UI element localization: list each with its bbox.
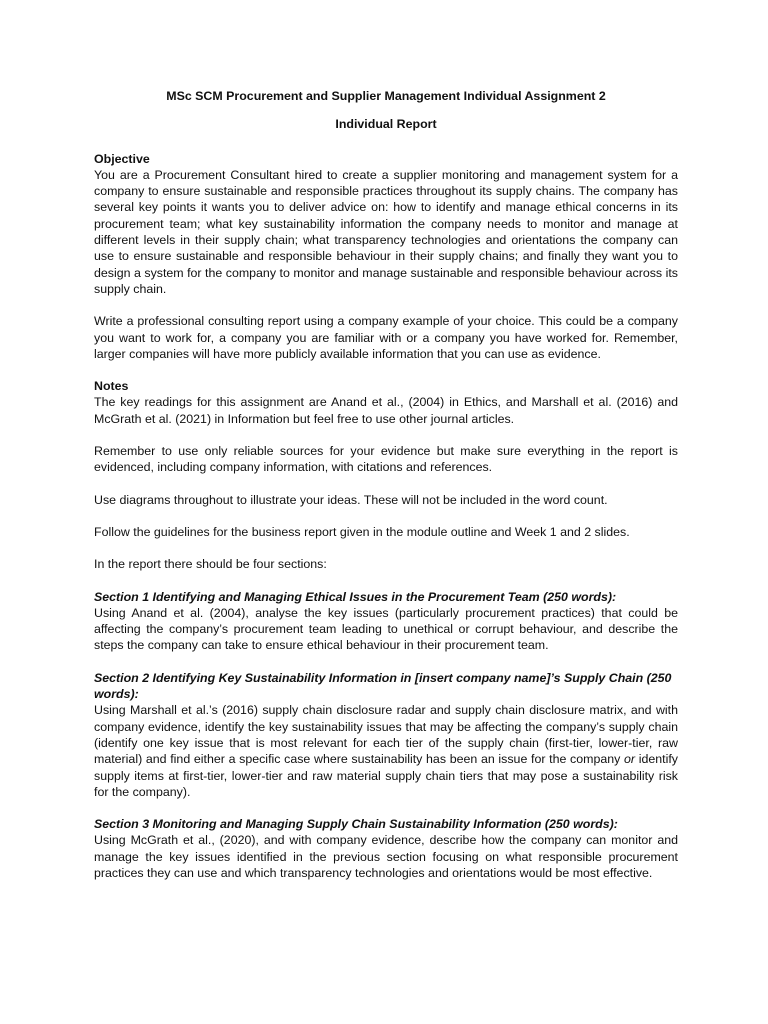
section-3 [94, 816, 678, 881]
notes-paragraph: In the report there should be four sections: [94, 557, 327, 572]
notes-heading: Notes [94, 379, 129, 394]
objective-paragraph: Write a professional consulting report using a company example of your choice. This could be a company you want to work for, a company you are familiar with or a company you have worked for. Remember, larger companies will have more publicly available information that you can use as evidence. [94, 314, 678, 361]
section-body [94, 702, 678, 800]
notes-paragraph: Follow the guidelines for the business report given in the module outline and Week 1 and 2 slides. [94, 524, 630, 539]
section-2 [94, 670, 678, 800]
section-heading: Section 3 Monitoring and Managing Supply Chain Sustainability Information (250 words): [94, 817, 618, 832]
section-body [94, 605, 678, 654]
section-body-text: identify supply items at first-tier, lower-tier and raw material supply chain tiers that may pose a sustainability risk for the company). [94, 752, 679, 799]
section-body-emphasis: or [624, 752, 636, 767]
document-page [94, 88, 678, 897]
document-subtitle: Individual Report [335, 117, 437, 132]
section-body-text: Using Anand et al. (2004), analyse the key issues (particularly procurement practices) that could be affecting the company’s procurement team leading to unethical or corrupt behaviour, and describe the steps the company can take to ensure ethical behaviour in their procurement team. [94, 605, 678, 653]
section-body [94, 832, 678, 881]
objective-paragraph: You are a Procurement Consultant hired to create a supplier monitoring and management system for a company to ensure sustainable and responsible practices throughout its supply chains. The company has several key points it wants you to deliver advice on: how to identify and manage ethical concerns in its procurement team; what key sustainability information the company needs to monitor and manage at different levels in their supply chain; what transparency technologies and orientations the company can use to ensure sustainable and responsible behaviour in their supply chains; and finally they want you to design a system for the company to monitor and manage sustainable and responsible behaviour across its supply chain. [94, 167, 678, 296]
notes-paragraph: The key readings for this assignment are Anand et al., (2004) in Ethics, and Marshall et al. (2016) and McGrath et al. (2021) in Information but feel free to use other journal articles. [94, 395, 678, 426]
document-title: MSc SCM Procurement and Supplier Management Individual Assignment 2 [166, 89, 606, 103]
section-heading: Section 1 Identifying and Managing Ethical Issues in the Procurement Team (250 words): [94, 589, 617, 604]
notes-paragraph: Remember to use only reliable sources for your evidence but make sure everything in the report is evidenced, including company information, with citations and references. [94, 444, 678, 475]
notes-paragraph: Use diagrams throughout to illustrate your ideas. These will not be included in the word count. [94, 492, 608, 507]
section-body-text: Using McGrath et al., (2020), and with company evidence, describe how the company can monitor and manage the key issues identified in the previous section focusing on what responsible procurement practices they can use and which transparency technologies and orientations would be most effective. [94, 833, 678, 880]
objective-heading: Objective [94, 151, 150, 166]
section-body-text: Using Marshall et al.’s (2016) supply chain disclosure radar and supply chain disclosure matrix, and with company evidence, identify the key sustainability issues that may be affecting the company’s supply chain (identify one key issue that is most relevant for each tier of the supply chain (first-tier, lower-tier, raw material) and find either a specific case where sustainability has been an issue for the company [94, 703, 678, 767]
section-heading: Section 2 Identifying Key Sustainability Information in [insert company name]’s Supply Chain (250 words): [94, 670, 672, 702]
section-1 [94, 589, 678, 654]
